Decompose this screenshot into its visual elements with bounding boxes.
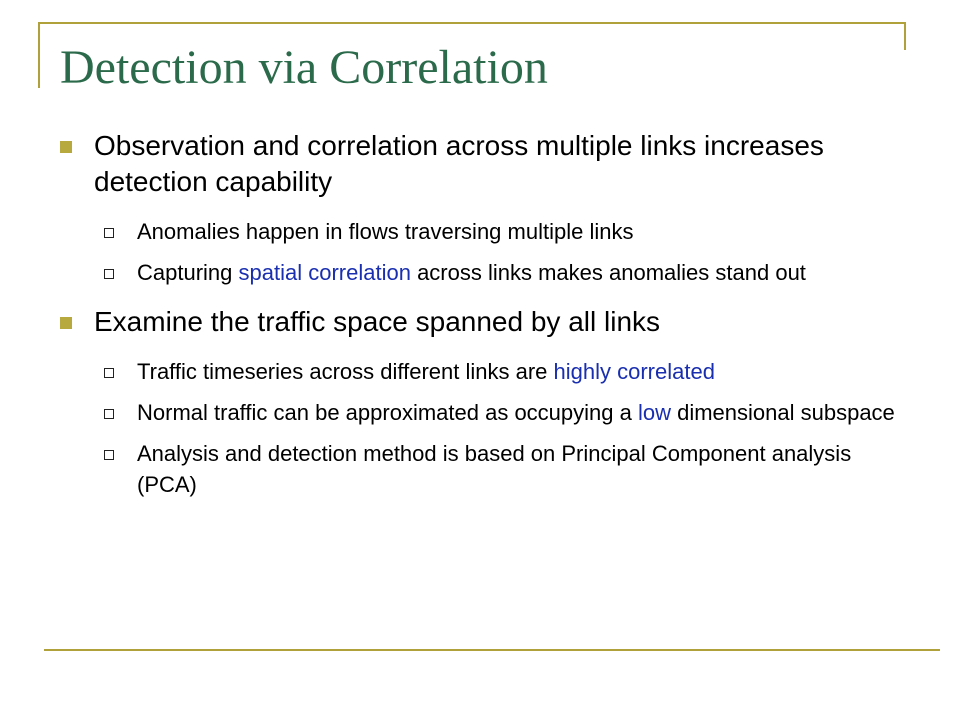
hollow-square-bullet-icon [104,409,114,419]
bullet-text: Observation and correlation across multiple links increases detection capability [94,130,824,197]
sub-bullet-text: Normal traffic can be approximated as occupying a [137,400,638,425]
sub-bullet-text: Analysis and detection method is based on Principal Component analysis (PCA) [137,441,852,497]
bullet-traffic-space [60,304,900,340]
sub-bullet-anomalies [104,216,900,247]
sub-bullet-spatial-correlation [104,257,900,288]
hollow-square-bullet-icon [104,269,114,279]
sub-bullet-text: Anomalies happen in flows traversing multiple links [137,219,634,244]
hollow-square-bullet-icon [104,368,114,378]
highlighted-term: spatial correlation [238,260,411,285]
left-rule [38,22,40,88]
slide-title: Detection via Correlation [60,41,548,94]
slide-content [60,128,900,510]
bullet-text: Examine the traffic space spanned by all links [94,306,661,337]
sub-bullet-text-end: dimensional subspace [670,400,895,425]
highlighted-term: low [637,400,671,425]
right-rule [904,22,906,50]
sub-list-observation [104,216,900,288]
sub-list-traffic-space [104,356,900,500]
hollow-square-bullet-icon [104,228,114,238]
highlighted-term: highly correlated [553,359,715,384]
square-bullet-icon [60,317,72,329]
sub-bullet-text: Traffic timeseries across different links are [137,359,554,384]
sub-bullet-pca [104,438,900,500]
bottom-rule [44,649,940,651]
sub-bullet-text: Capturing [137,260,239,285]
bullet-observation [60,128,900,200]
top-rule [38,22,906,24]
sub-bullet-text-end: across links makes anomalies stand out [410,260,806,285]
sub-bullet-normal-traffic [104,397,900,428]
square-bullet-icon [60,141,72,153]
hollow-square-bullet-icon [104,450,114,460]
sub-bullet-timeseries [104,356,900,387]
